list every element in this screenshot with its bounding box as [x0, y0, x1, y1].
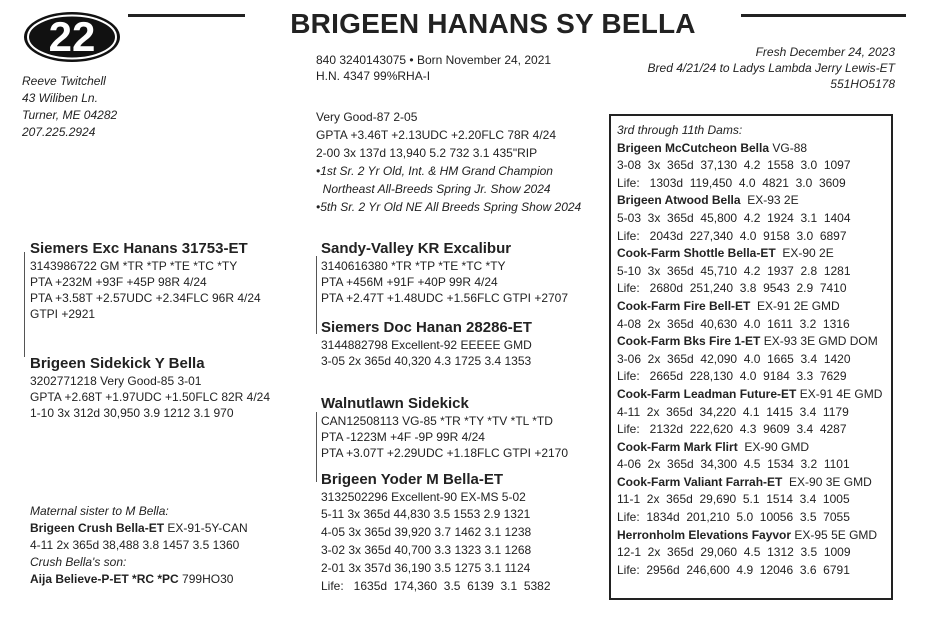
sister-record: 4-11 2x 365d 38,488 3.8 1457 3.5 1360	[30, 538, 240, 552]
dam-entry-heading	[617, 192, 885, 210]
lot-badge	[22, 10, 122, 64]
dam-dam-record: 4-05 3x 365d 39,920 3.7 1462 3.1 1238	[321, 525, 532, 539]
dam-entry-heading	[617, 298, 885, 316]
registration-line: 840 3240143075 • Born November 24, 2021	[316, 53, 552, 67]
genomic-pta: GPTA +3.46T +2.13UDC +2.20FLC 78R 4/24	[316, 128, 557, 142]
consignor-phone: 207.225.2924	[22, 125, 96, 139]
award-line: •1st Sr. 2 Yr Old, Int. & HM Grand Champion	[316, 164, 553, 178]
registration-info	[316, 52, 551, 84]
dam-entry-name: Cook-Farm Shottle Bella-ET	[617, 246, 776, 261]
dam-name: Brigeen Sidekick Y Bella	[30, 355, 205, 372]
award-line: •5th Sr. 2 Yr Old NE All Breeds Spring Show 2024	[316, 200, 582, 214]
animal-name: BRIGEEN HANANS SY BELLA	[245, 8, 741, 40]
dam-entry-heading	[617, 140, 885, 158]
sister-name: Brigeen Crush Bella-ET	[30, 521, 165, 535]
sire-sire-line: PTA +456M +91F +40P 99R 4/24	[321, 275, 498, 289]
dam-entry-name: Brigeen McCutcheon Bella	[617, 140, 770, 155]
sire-sire-line: PTA +2.47T +1.48UDC +1.56FLC GTPI +2707	[321, 291, 569, 305]
pedigree-bracket	[316, 412, 317, 482]
dam-entry-heading	[617, 439, 885, 457]
classification-score: Very Good-87 2-05	[316, 110, 418, 124]
sire-dam-name: Siemers Doc Hanan 28286-ET	[321, 319, 532, 336]
dam-dam-name: Brigeen Yoder M Bella-ET	[321, 471, 503, 488]
dam-entry-record: 3-08 3x 365d 37,130 4.2 1558 3.0 1097	[617, 158, 851, 173]
sire-line: PTA +232M +93F +45P 98R 4/24	[30, 275, 207, 289]
son-code: 799HO30	[178, 572, 234, 586]
dam-entry-heading	[617, 386, 885, 404]
dams-box	[609, 114, 893, 600]
dam-entry-record: Life: 1834d 201,210 5.0 10056 3.5 7055	[617, 510, 850, 525]
dam-sire-line: CAN12508113 VG-85 *TR *TY *TV *TL *TD	[321, 414, 553, 428]
dam-entry-record: Life: 2680d 251,240 3.8 9543 2.9 7410	[617, 281, 847, 296]
dam-entry-class: EX-91 4E GMD	[796, 386, 883, 401]
dam-entry-name: Brigeen Atwood Bella	[617, 193, 741, 208]
dam-sire-block	[321, 395, 568, 461]
maternal-sister-note	[30, 503, 248, 588]
pedigree-bracket	[24, 252, 25, 357]
son-name: Aija Believe-P-ET *RC *PC	[30, 572, 179, 586]
sire-dam-block	[321, 319, 532, 369]
dam-entry-record: Life: 2132d 222,620 4.3 9609 3.4 4287	[617, 422, 847, 437]
sire-line: PTA +3.58T +2.57UDC +2.34FLC 96R 4/24	[30, 291, 261, 305]
dam-entry-name: Cook-Farm Leadman Future-ET	[617, 386, 797, 401]
dam-entry-heading	[617, 245, 885, 263]
bred-info: Bred 4/21/24 to Ladys Lambda Jerry Lewis-ET	[647, 61, 895, 75]
dam-dam-line: 3132502296 Excellent-90 EX-MS 5-02	[321, 490, 526, 504]
dam-line: 3202771218 Very Good-85 3-01	[30, 374, 202, 388]
lot-number: 22	[48, 13, 96, 60]
dam-entry-name: Cook-Farm Mark Flirt	[617, 439, 738, 454]
dams-header: 3rd through 11th Dams:	[617, 123, 743, 137]
sire-sire-block	[321, 240, 568, 306]
dam-entry-record: Life: 2043d 227,340 4.0 9158 3.0 6897	[617, 228, 847, 243]
consignor-address	[22, 73, 117, 141]
dam-entry-name: Herronholm Elevations Fayvor	[617, 527, 792, 542]
dam-entry-name: Cook-Farm Bks Fire 1-ET	[617, 334, 761, 349]
sire-name: Siemers Exc Hanans 31753-ET	[30, 240, 248, 257]
pedigree-bracket	[316, 256, 317, 334]
dam-entry-record: Life: 2956d 246,600 4.9 12046 3.6 6791	[617, 562, 850, 577]
dam-entry-heading	[617, 333, 885, 351]
dam-entry-record: 3-06 2x 365d 42,090 4.0 1665 3.4 1420	[617, 351, 851, 366]
dam-entry-class: EX-93 3E GMD DOM	[760, 334, 878, 349]
dam-entry-record: 12-1 2x 365d 29,060 4.5 1312 3.5 1009	[617, 545, 851, 560]
dam-sire-line: PTA -1223M +4F -9P 99R 4/24	[321, 430, 485, 444]
dam-sire-name: Walnutlawn Sidekick	[321, 395, 469, 412]
dam-dam-record: 5-11 3x 365d 44,830 3.5 1553 2.9 1321	[321, 507, 531, 521]
production-record: 2-00 3x 137d 13,940 5.2 732 3.1 435"RIP	[316, 146, 538, 160]
consignor-city: Turner, ME 04282	[22, 108, 118, 122]
dam-entry-heading	[617, 527, 885, 545]
dam-entry-class: EX-90 3E GMD	[782, 474, 872, 489]
service-sire-code: 551HO5178	[830, 77, 895, 91]
sister-class: EX-91-5Y-CAN	[164, 521, 248, 535]
dam-sire-line: PTA +3.07T +2.29UDC +1.18FLC GTPI +2170	[321, 446, 569, 460]
dam-dam-record: 3-02 3x 365d 40,700 3.3 1323 3.1 1268	[321, 543, 532, 557]
consignor-name: Reeve Twitchell	[22, 74, 106, 88]
sire-line: GTPI +2921	[30, 307, 96, 321]
dam-entry-heading	[617, 474, 885, 492]
award-line: Northeast All-Breeds Spring Jr. Show 2024	[316, 182, 551, 196]
hn-line: H.N. 4347 99%RHA-I	[316, 69, 431, 83]
sire-sire-line: 3140616380 *TR *TP *TE *TC *TY	[321, 259, 506, 273]
dam-entry-record: 4-06 2x 365d 34,300 4.5 1534 3.2 1101	[617, 457, 850, 472]
dam-dam-record: 2-01 3x 357d 36,190 3.5 1275 3.1 1124	[321, 561, 531, 575]
dam-entry-record: 4-11 2x 365d 34,220 4.1 1415 3.4 1179	[617, 404, 849, 419]
dam-entry-name: Cook-Farm Valiant Farrah-ET	[617, 474, 783, 489]
sire-sire-name: Sandy-Valley KR Excalibur	[321, 240, 512, 257]
son-intro: Crush Bella's son:	[30, 555, 127, 569]
classification-block	[316, 108, 581, 216]
dam-entry-record: Life: 2665d 228,130 4.0 9184 3.3 7629	[617, 369, 847, 384]
sire-dam-line: 3144882798 Excellent-92 EEEEE GMD	[321, 338, 532, 352]
dam-entry-record: 5-10 3x 365d 45,710 4.2 1937 2.8 1281	[617, 263, 851, 278]
dam-entry-class: EX-91 2E GMD	[750, 298, 840, 313]
dams-list	[617, 140, 885, 580]
dam-entry-class: EX-95 5E GMD	[791, 527, 878, 542]
dam-entry-class: VG-88	[769, 140, 808, 155]
note-intro: Maternal sister to M Bella:	[30, 504, 169, 518]
breeding-status	[612, 44, 895, 92]
dam-entry-class: EX-93 2E	[740, 193, 799, 208]
dam-line: 1-10 3x 312d 30,950 3.9 1212 3.1 970	[30, 406, 234, 420]
dam-entry-record: 5-03 3x 365d 45,800 4.2 1924 3.1 1404	[617, 210, 851, 225]
sire-dam-line: 3-05 2x 365d 40,320 4.3 1725 3.4 1353	[321, 354, 532, 368]
dam-dam-block	[321, 471, 551, 595]
dam-entry-name: Cook-Farm Fire Bell-ET	[617, 298, 751, 313]
dam-line: GPTA +2.68T +1.97UDC +1.50FLC 82R 4/24	[30, 390, 271, 404]
sire-block	[30, 240, 261, 322]
sire-line: 3143986722 GM *TR *TP *TE *TC *TY	[30, 259, 238, 273]
dam-block	[30, 355, 270, 421]
dam-entry-record: 4-08 2x 365d 40,630 4.0 1611 3.2 1316	[617, 316, 850, 331]
dam-dam-record: Life: 1635d 174,360 3.5 6139 3.1 5382	[321, 579, 551, 593]
dam-entry-record: 11-1 2x 365d 29,690 5.1 1514 3.4 1005	[617, 492, 850, 507]
consignor-street: 43 Wiliben Ln.	[22, 91, 98, 105]
dam-entry-class: EX-90 2E	[775, 246, 834, 261]
fresh-date: Fresh December 24, 2023	[755, 45, 895, 59]
dam-entry-class: EX-90 GMD	[737, 439, 810, 454]
dam-entry-record: Life: 1303d 119,450 4.0 4821 3.0 3609	[617, 175, 846, 190]
